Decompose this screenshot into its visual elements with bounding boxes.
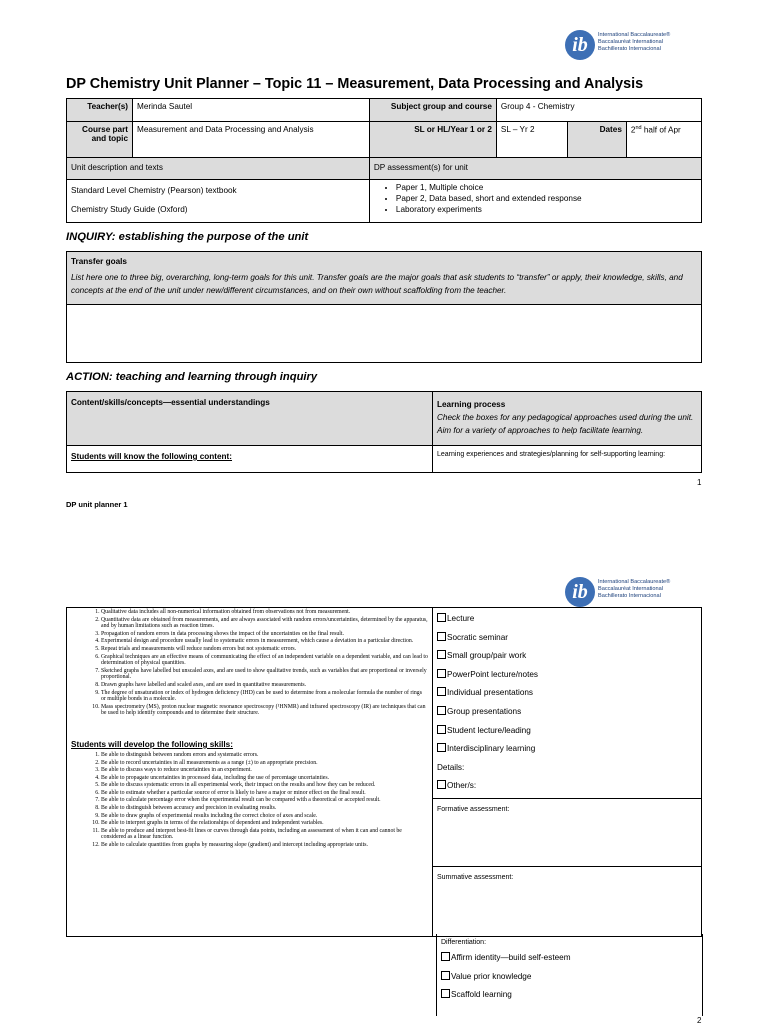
list-item: 4. Be able to propagate uncertainties in processed data, including the use of percentage uncertainties. xyxy=(101,775,428,782)
ib-logo-text: International Baccalaureate® Baccalauréat International Bachillerato Internacional xyxy=(598,32,671,52)
content-list xyxy=(71,609,428,717)
checkbox-icon[interactable] xyxy=(437,687,446,696)
level-label: SL or HL/Year 1 or 2 xyxy=(369,122,496,158)
dp-assessments xyxy=(369,180,701,223)
checkbox-icon[interactable] xyxy=(441,989,450,998)
list-item: 3. Propagation of random errors in data processing shows the impact of the uncertainties on the final result. xyxy=(101,631,428,638)
list-item: 6. Be able to estimate whether a particular source of error is likely to have a major or minor effect on the final result. xyxy=(101,790,428,797)
list-item: • Paper 1, Multiple choice xyxy=(396,182,697,193)
list-item: 9. The degree of unsaturation or index of hydrogen deficiency (IHD) can be used to determine from a molecular formula the number of rings or multiple bonds in a molecule. xyxy=(101,690,428,703)
ib-logo xyxy=(565,30,715,64)
page-title: DP Chemistry Unit Planner – Topic 11 – Measurement, Data Processing and Analysis xyxy=(66,76,644,92)
checkbox-other[interactable]: Other/s: xyxy=(437,777,697,796)
inquiry-heading: INQUIRY: establishing the purpose of the unit xyxy=(66,231,309,243)
list-item: 10. Be able to interpret graphs in terms of the relationships of dependent and independent variables. xyxy=(101,820,428,827)
teacher-value: Merinda Sautel xyxy=(133,99,370,122)
unit-texts: Standard Level Chemistry (Pearson) textbook Chemistry Study Guide (Oxford) xyxy=(67,180,370,223)
learning-process-header: Learning process Check the boxes for any pedagogical approaches used during the unit. Aim for a variety of approaches to help facilitate learning. xyxy=(433,392,702,446)
checkbox-icon[interactable] xyxy=(441,971,450,980)
checkbox-lecture[interactable]: Lecture xyxy=(437,610,697,629)
list-item: 6. Graphical techniques are an effective means of communicating the effect of an independent variable on a dependent variable, and can lead to determination of physical quantities. xyxy=(101,654,428,667)
list-item: 2. Quantitative data are obtained from measurements, and are always associated with random errors/uncertainties, determined by the apparatus, and by human limitations such as reaction times. xyxy=(101,617,428,630)
list-item: 8. Be able to distinguish between accuracy and precision in evaluating results. xyxy=(101,805,428,812)
checkbox-icon[interactable] xyxy=(437,613,446,622)
checkbox-icon[interactable] xyxy=(437,669,446,678)
checkbox-icon[interactable] xyxy=(437,780,446,789)
checkbox-icon[interactable] xyxy=(437,632,446,641)
formative-assessment-label: Formative assessment: xyxy=(433,798,702,866)
list-item: 11. Be able to produce and interpret best-fit lines or curves through data points, including an assessment of when it can and cannot be considered as a linear function. xyxy=(101,828,428,841)
dp-assessment-label: DP assessment(s) for unit xyxy=(369,158,701,180)
checkbox-small-group[interactable]: Small group/pair work xyxy=(437,647,697,666)
ib-logo-mark: ib xyxy=(565,577,595,607)
course-part-value: Measurement and Data Processing and Analysis xyxy=(133,122,370,158)
checkbox-icon[interactable] xyxy=(437,725,446,734)
learning-content-table xyxy=(66,607,702,937)
checkbox-affirm-identity[interactable]: Affirm identity—build self-esteem xyxy=(441,949,698,968)
ib-logo-text: International Baccalaureate® Baccalauréat International Bachillerato Internacional xyxy=(598,579,671,599)
list-item: • Paper 2, Data based, short and extended response xyxy=(396,193,697,204)
checkbox-icon[interactable] xyxy=(437,650,446,659)
content-and-skills-cell xyxy=(67,608,433,937)
list-item: 1. Qualitative data includes all non-numerical information obtained from observations not from measurement. xyxy=(101,609,428,616)
transfer-goals-table xyxy=(66,251,702,363)
level-value: SL – Yr 2 xyxy=(496,122,567,158)
unit-description-label: Unit description and texts xyxy=(67,158,370,180)
transfer-goals-instructions: List here one to three big, overarching, long-term goals for this unit. Transfer goals are the major goals that ask students to “transfer” or apply, their knowledge, skills, and concepts at the end of the unit under new/different circumstances, and on their own without scaffolding from the teacher. xyxy=(71,273,683,295)
subject-label: Subject group and course xyxy=(369,99,496,122)
action-heading: ACTION: teaching and learning through inquiry xyxy=(66,371,318,383)
skills-heading: Students will develop the following skills: xyxy=(71,739,233,749)
page-footer: DP unit planner 1 xyxy=(66,500,128,509)
differentiation-label: Differentiation: xyxy=(441,939,487,946)
checkbox-interdisciplinary[interactable]: Interdisciplinary learning xyxy=(437,740,697,759)
checkbox-icon[interactable] xyxy=(437,706,446,715)
list-item: 8. Drawn graphs have labelled and scaled axes, and are used in quantitative measurements. xyxy=(101,682,428,689)
checkbox-icon[interactable] xyxy=(437,743,446,752)
list-item: 7. Sketched graphs have labelled but unscaled axes, and are used to show qualitative trends, such as variables that are proportional or inversely proportional. xyxy=(101,668,428,681)
list-item: 5. Be able to discuss systematic errors in all experimental work, their impact on the results and how they can be reduced. xyxy=(101,782,428,789)
teacher-label: Teacher(s) xyxy=(67,99,133,122)
details-label: Details: xyxy=(437,762,465,772)
action-table xyxy=(66,391,702,473)
list-item: 3. Be able to discuss ways to reduce uncertainties in an experiment. xyxy=(101,767,428,774)
transfer-goals-header: Transfer goals List here one to three big, overarching, long-term goals for this unit. Transfer goals are the major goals that ask students to “transfer” or apply, their knowledge, skills, and concepts at the end of the unit under new/different circumstances, and on their own without scaffolding from the teacher. xyxy=(67,252,702,305)
checkbox-scaffold-learning[interactable]: Scaffold learning xyxy=(441,986,698,1005)
unit-info-table xyxy=(66,98,702,223)
list-item: 12. Be able to calculate quantities from graphs by measuring slope (gradient) and intercept including appropriate units. xyxy=(101,842,428,849)
skills-list xyxy=(71,752,428,849)
learning-process-instructions: Check the boxes for any pedagogical approaches used during the unit. Aim for a variety of approaches to help facilitate learning. xyxy=(437,413,694,435)
list-item: 2. Be able to record uncertainties in all measurements as a range (±) to an appropriate precision. xyxy=(101,760,428,767)
checkbox-icon[interactable] xyxy=(441,952,450,961)
ib-logo xyxy=(565,577,715,611)
checkbox-individual-presentations[interactable]: Individual presentations xyxy=(437,684,697,703)
checkbox-value-prior-knowledge[interactable]: Value prior knowledge xyxy=(441,968,698,987)
checkbox-socratic-seminar[interactable]: Socratic seminar xyxy=(437,629,697,648)
content-skills-label: Content/skills/concepts—essential understandings xyxy=(67,392,433,446)
learning-experiences-label: Learning experiences and strategies/planning for self-supporting learning: xyxy=(433,446,702,473)
checkbox-powerpoint[interactable]: PowerPoint lecture/notes xyxy=(437,666,697,685)
list-item: 10. Mass spectrometry (MS), proton nuclear magnetic resonance spectroscopy (¹HNMR) and infrared spectroscopy (IR) are techniques that can be used to help identify compounds and to determine their structure. xyxy=(101,704,428,717)
students-know-heading: Students will know the following content: xyxy=(67,446,433,473)
page-number: 2 xyxy=(697,1016,702,1025)
dates-value: 2nd half of Apr xyxy=(626,122,701,158)
checkbox-student-lecture[interactable]: Student lecture/leading xyxy=(437,722,697,741)
list-item: 1. Be able to distinguish between random errors and systematic errors. xyxy=(101,752,428,759)
summative-assessment-label: Summative assessment: xyxy=(433,866,702,936)
ib-logo-mark: ib xyxy=(565,30,595,60)
differentiation-cell xyxy=(436,934,703,1016)
list-item: 9. Be able to draw graphs of experimental results including the correct choice of axes and scale. xyxy=(101,813,428,820)
pedagogy-checkboxes xyxy=(433,608,702,799)
subject-value: Group 4 - Chemistry xyxy=(496,99,701,122)
checkbox-group-presentations[interactable]: Group presentations xyxy=(437,703,697,722)
list-item: • Laboratory experiments xyxy=(396,204,697,215)
list-item: 4. Experimental design and procedure usually lead to systematic errors in measurement, which cause a deviation in a particular direction. xyxy=(101,638,428,645)
course-part-label: Course part and topic xyxy=(67,122,133,158)
dates-label: Dates xyxy=(567,122,626,158)
page-number: 1 xyxy=(697,478,702,487)
list-item: 7. Be able to calculate percentage error when the experimental result can be compared with a theoretical or accepted result. xyxy=(101,797,428,804)
transfer-goals-entry xyxy=(67,305,702,363)
list-item: 5. Repeat trials and measurements will reduce random errors but not systematic errors. xyxy=(101,646,428,653)
